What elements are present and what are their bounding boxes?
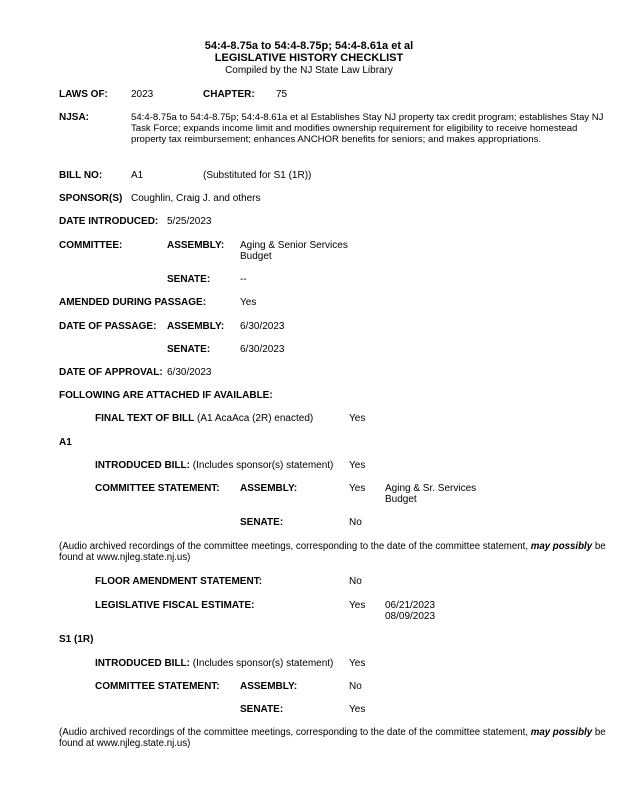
a1-audio-note: [59, 541, 609, 563]
a1-senate-value: No: [349, 517, 362, 528]
s1-audio-note-post: be found at www.njleg.state.nj.us): [59, 727, 606, 749]
a1-assembly-detail2: Budget: [385, 494, 417, 505]
s1-committee-label: COMMITTEE STATEMENT:: [95, 681, 220, 692]
committee-assembly-line2: Budget: [240, 251, 272, 262]
bill-no-label: BILL NO:: [59, 170, 103, 181]
s1-assembly-value: No: [349, 681, 362, 692]
committee-senate-value: --: [240, 274, 247, 285]
passage-senate-value: 6/30/2023: [240, 344, 285, 355]
final-text-note: (A1 AcaAca (2R) enacted): [197, 413, 314, 424]
a1-fiscal-date1: 06/21/2023: [385, 600, 436, 611]
a1-floor-value: No: [349, 576, 362, 587]
a1-introduced-row: [95, 460, 333, 471]
passage-assembly-label: ASSEMBLY:: [167, 321, 225, 332]
document-subtitle: LEGISLATIVE HISTORY CHECKLIST: [214, 52, 404, 64]
committee-senate-label: SENATE:: [167, 274, 211, 285]
passage-senate-label: SENATE:: [167, 344, 211, 355]
chapter-value: 75: [276, 89, 288, 100]
document-title: 54:4-8.75a to 54:4-8.75p; 54:4-8.61a et al: [204, 40, 414, 52]
sponsors-label: SPONSOR(S): [59, 193, 123, 204]
a1-introduced-label: INTRODUCED BILL:: [95, 460, 190, 471]
s1-introduced-row: [95, 658, 333, 669]
compiled-by: Compiled by the NJ State Law Library: [225, 65, 393, 76]
s1-introduced-value: Yes: [349, 658, 366, 669]
sponsors-value: Coughlin, Craig J. and others: [131, 193, 261, 204]
passage-assembly-value: 6/30/2023: [240, 321, 285, 332]
a1-audio-note-pre: (Audio archived recordings of the committee meetings, corresponding to the date of the committee statement,: [59, 541, 529, 552]
amended-label: AMENDED DURING PASSAGE:: [59, 297, 207, 308]
final-text-value: Yes: [349, 413, 366, 424]
a1-heading: A1: [59, 437, 72, 448]
bill-no-note: (Substituted for S1 (1R)): [203, 170, 312, 181]
amended-value: Yes: [240, 297, 257, 308]
chapter-label: CHAPTER:: [203, 89, 255, 100]
s1-heading: S1 (1R): [59, 634, 94, 645]
final-text-row: [95, 413, 313, 424]
s1-introduced-label: INTRODUCED BILL:: [95, 658, 190, 669]
njsa-label: NJSA:: [59, 112, 90, 123]
a1-assembly-label: ASSEMBLY:: [240, 483, 298, 494]
date-introduced-label: DATE INTRODUCED:: [59, 216, 159, 227]
s1-introduced-note: (Includes sponsor(s) statement): [192, 658, 334, 669]
a1-fiscal-value: Yes: [349, 600, 366, 611]
s1-audio-note-emph: may possibly: [530, 727, 593, 738]
njsa-value: 54:4-8.75a to 54:4-8.75p; 54:4-8.61a et al Establishes Stay NJ property tax credit program; establishes Stay NJ Task Force; expands income limit and modifies ownership requirement for eligibility to receive homestead property tax reimbursement; enhances ANCHOR benefits for seniors; and makes appropriations.: [131, 112, 604, 145]
a1-fiscal-date2: 08/09/2023: [385, 611, 436, 622]
a1-floor-label: FLOOR AMENDMENT STATEMENT:: [95, 576, 263, 587]
committee-assembly-label: ASSEMBLY:: [167, 240, 225, 251]
a1-fiscal-label: LEGISLATIVE FISCAL ESTIMATE:: [95, 600, 255, 611]
bill-no-value: A1: [131, 170, 144, 181]
committee-assembly-line1: Aging & Senior Services: [240, 240, 348, 251]
approval-value: 6/30/2023: [167, 367, 212, 378]
s1-audio-note: [59, 727, 609, 749]
a1-senate-label: SENATE:: [240, 517, 284, 528]
committee-label: COMMITTEE:: [59, 240, 123, 251]
a1-assembly-detail1: Aging & Sr. Services: [385, 483, 477, 494]
a1-audio-note-emph: may possibly: [530, 541, 593, 552]
laws-of-label: LAWS OF:: [59, 89, 108, 100]
a1-introduced-value: Yes: [349, 460, 366, 471]
a1-committee-label: COMMITTEE STATEMENT:: [95, 483, 220, 494]
laws-of-value: 2023: [131, 89, 154, 100]
s1-senate-label: SENATE:: [240, 704, 284, 715]
final-text-label: FINAL TEXT OF BILL: [95, 413, 195, 424]
a1-audio-note-post: be found at www.njleg.state.nj.us): [59, 541, 606, 563]
a1-assembly-value: Yes: [349, 483, 366, 494]
date-introduced-value: 5/25/2023: [167, 216, 212, 227]
passage-label: DATE OF PASSAGE:: [59, 321, 157, 332]
approval-label: DATE OF APPROVAL:: [59, 367, 163, 378]
s1-assembly-label: ASSEMBLY:: [240, 681, 298, 692]
a1-introduced-note: (Includes sponsor(s) statement): [192, 460, 334, 471]
s1-senate-value: Yes: [349, 704, 366, 715]
attached-heading: FOLLOWING ARE ATTACHED IF AVAILABLE:: [59, 390, 273, 401]
s1-audio-note-pre: (Audio archived recordings of the committee meetings, corresponding to the date of the committee statement,: [59, 727, 529, 738]
